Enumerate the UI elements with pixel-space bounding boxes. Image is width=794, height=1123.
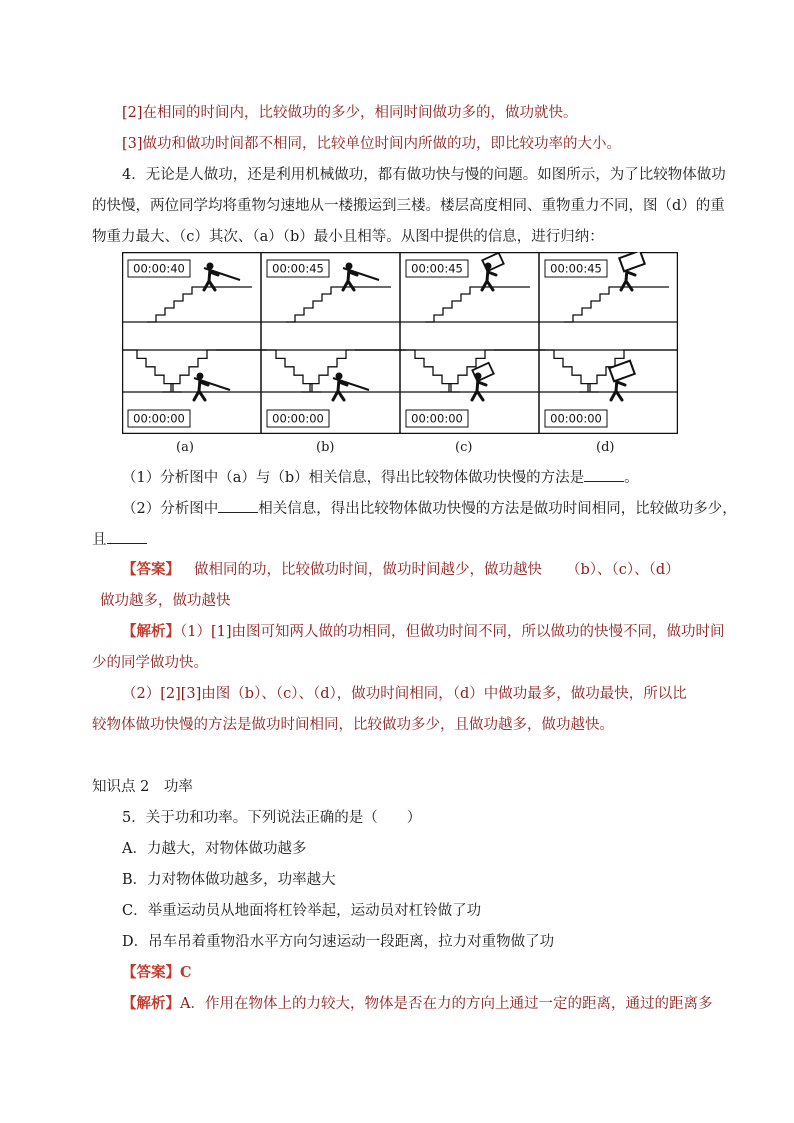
answer-4-part-2: （b）、（c）、（d） bbox=[566, 562, 680, 578]
table-load-icon bbox=[482, 253, 503, 271]
figure-panel-a bbox=[122, 260, 267, 427]
timer-top-b: 00:00:45 bbox=[272, 261, 324, 276]
caption-b: (b) bbox=[316, 440, 335, 455]
cabinet-load-icon bbox=[609, 361, 634, 382]
answer-5-value: C bbox=[180, 964, 192, 981]
stair-line bbox=[494, 350, 599, 392]
figure-panel-b bbox=[216, 252, 406, 434]
timer-top-a: 00:00:40 bbox=[133, 261, 185, 276]
figure-panel-c bbox=[355, 252, 545, 434]
explanation-4-line-4: 较物体做功快慢的方法是做功时间相同，比较做功多少，且做功越多，做功越快。 bbox=[92, 717, 614, 733]
answer-5 bbox=[122, 963, 192, 983]
caption-c: (c) bbox=[455, 440, 473, 455]
timer-top-c: 00:00:45 bbox=[411, 261, 463, 276]
stair-line bbox=[147, 287, 252, 322]
stair-line bbox=[216, 350, 321, 392]
answer-blank-3[interactable] bbox=[107, 529, 147, 544]
stair-line bbox=[286, 287, 391, 322]
explanation-4-text-1: （1）[1]由图可知两人做的功相同，但做功时间不同，所以做功的快慢不同，做功时间 bbox=[180, 624, 725, 640]
explanation-4-line-1 bbox=[122, 622, 725, 642]
explanation-5-text: A．作用在物体上的力较大，物体是否在力的方向上通过一定的距离，通过的距离多 bbox=[180, 996, 713, 1012]
answer-4-part-1: 做相同的功，比较做功时间，做功时间越少，做功越快 bbox=[194, 562, 542, 578]
explanation-tag: 【解析】 bbox=[122, 623, 180, 640]
explanation-line-3: [3]做功和做功时间都不相同，比较单位时间内所做的功，即比较功率的大小。 bbox=[122, 136, 622, 152]
sub-question-1-end: 。 bbox=[624, 470, 639, 486]
cabinet-load-icon bbox=[619, 252, 644, 271]
timer-top-d: 00:00:45 bbox=[550, 261, 602, 276]
explanation-5 bbox=[122, 994, 712, 1014]
option-c[interactable]: C．举重运动员从地面将杠铃举起，运动员对杠铃做了功 bbox=[122, 903, 482, 919]
answer-blank-1[interactable] bbox=[584, 467, 624, 482]
section-heading: 知识点 2 功率 bbox=[92, 779, 193, 795]
sub-question-2-text-b: 相关信息，得出比较物体做功快慢的方法是做功时间相同，比较做功多少， bbox=[258, 501, 737, 517]
caption-d: (d) bbox=[596, 440, 615, 455]
person-body-icon bbox=[611, 379, 625, 400]
sub-question-1-text: （1）分析图中（a）与（b）相关信息，得出比较物体做功快慢的方法是 bbox=[122, 470, 585, 486]
sub-question-2-cont bbox=[92, 529, 147, 550]
question-4-line-3: 物重力最大、（c）其次、（a）（b）最小且相等。从图中提供的信息，进行归纳： bbox=[92, 229, 604, 245]
question-4-line-2: 的快慢，两位同学均将重物匀速地从一楼搬运到三楼。楼层高度相同、重物重力不同，图（d）的重 bbox=[92, 198, 725, 214]
option-a[interactable]: A．力越大，对物体做功越多 bbox=[122, 841, 307, 857]
figure-panel-d bbox=[494, 252, 678, 434]
caption-a: (a) bbox=[176, 440, 194, 455]
answer-blank-2[interactable] bbox=[218, 498, 258, 513]
sub-question-1 bbox=[122, 467, 639, 488]
question-5: 5．关于功和功率。下列说法正确的是（ ） bbox=[122, 810, 422, 826]
answer-tag: 【答案】 bbox=[122, 561, 180, 578]
person-body-icon bbox=[472, 379, 486, 400]
explanation-line-2: [2]在相同的时间内，比较做功的多少，相同时间做功多的，做功就快。 bbox=[122, 105, 578, 121]
question-4-line-1: 4．无论是人做功，还是利用机械做功，都有做功快与慢的问题。如图所示，为了比较物体做功 bbox=[122, 167, 726, 183]
stair-line bbox=[122, 350, 182, 392]
stair-line bbox=[355, 350, 460, 392]
explanation-4-line-3: （2）[2][3]由图（b）、（c）、（d），做功时间相同，（d）中做功最多，做功最快，所以比 bbox=[122, 686, 687, 702]
stair-line bbox=[425, 287, 530, 322]
sub-question-2-text-c: 且 bbox=[92, 532, 107, 548]
answer-4-line-2: 做功越多，做功越快 bbox=[100, 593, 231, 609]
explanation-5-tag: 【解析】 bbox=[122, 995, 180, 1012]
timer-bottom-d: 00:00:00 bbox=[550, 411, 602, 426]
explanation-4-line-2: 少的同学做功快。 bbox=[92, 655, 208, 671]
timer-bottom-b: 00:00:00 bbox=[272, 411, 324, 426]
option-d[interactable]: D．吊车吊着重物沿水平方向匀速运动一段距离，拉力对重物做了功 bbox=[122, 934, 555, 950]
sub-question-2 bbox=[122, 498, 737, 519]
sub-question-2-text-a: （2）分析图中 bbox=[122, 501, 219, 517]
option-b[interactable]: B．力对物体做功越多，功率越大 bbox=[122, 872, 336, 888]
answer-5-tag: 【答案】 bbox=[122, 964, 180, 981]
timer-bottom-a: 00:00:00 bbox=[133, 411, 185, 426]
timer-bottom-c: 00:00:00 bbox=[411, 411, 463, 426]
work-speed-figure bbox=[122, 252, 678, 434]
answer-4-line-1 bbox=[122, 560, 680, 580]
stair-line bbox=[564, 287, 669, 322]
